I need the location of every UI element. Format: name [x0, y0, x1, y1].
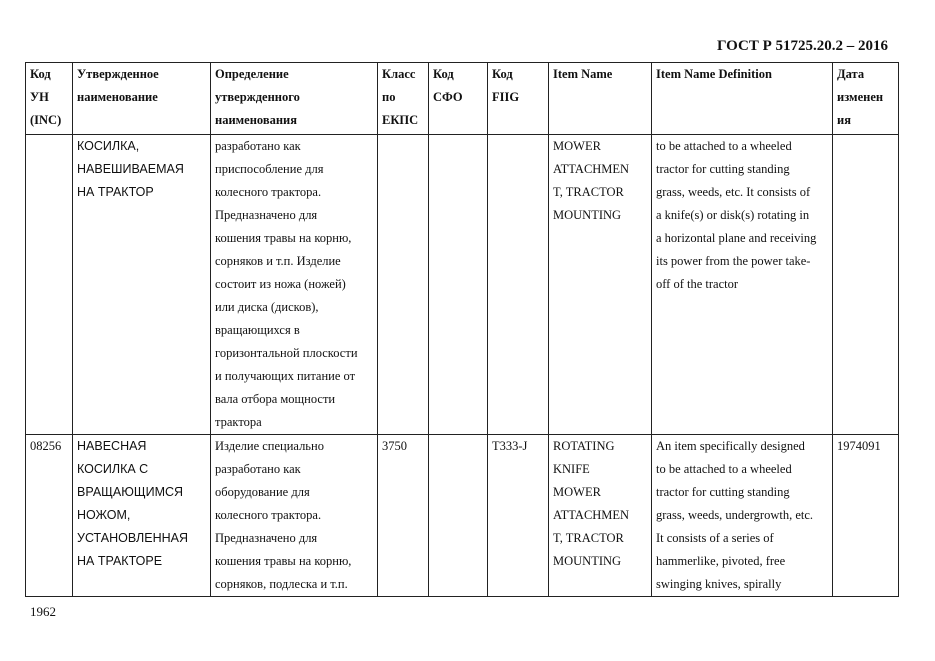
fiig-code-cell: [488, 135, 549, 435]
cell-line: НА ТРАКТОР: [77, 185, 154, 199]
approved-name-cell: [73, 135, 211, 435]
header-line: Класс: [382, 67, 416, 81]
cell-line: разработано как: [215, 139, 301, 153]
header-name-definition: [211, 63, 378, 135]
cell-line: MOUNTING: [553, 554, 622, 568]
header-line: Item Name Definition: [656, 67, 772, 81]
header-line: УН: [30, 90, 49, 104]
item-name-cell: [549, 135, 652, 435]
cell-line: кошения травы на корню,: [215, 231, 352, 245]
cell-line: T, TRACTOR: [553, 531, 624, 545]
header-inc-code: [26, 63, 73, 135]
header-line: Дата: [837, 67, 865, 81]
cell-line: a knife(s) or disk(s) rotating in: [656, 208, 810, 222]
cell-line: Изделие специально: [215, 439, 324, 453]
cell-line: колесного трактора.: [215, 185, 322, 199]
inc-code-cell: [26, 435, 73, 597]
document-id: ГОСТ Р 51725.20.2 – 2016: [716, 38, 888, 54]
cell-line: трактора: [215, 415, 262, 429]
table-header-row: [26, 63, 899, 135]
cell-line: MOWER: [553, 485, 601, 499]
cell-line: An item specifically designed: [656, 439, 805, 453]
cell-line: горизонтальной плоскости: [215, 346, 358, 360]
cell-line: НОЖОМ,: [77, 508, 131, 522]
item-definition-cell: [652, 435, 833, 597]
cell-line: разработано как: [215, 462, 301, 476]
cell-line: сорняков и т.п. Изделие: [215, 254, 341, 268]
cell-line: ATTACHMEN: [553, 162, 630, 176]
cell-text: 1974091: [837, 439, 881, 453]
fiig-code-cell: [488, 435, 549, 597]
header-line: наименования: [215, 113, 298, 127]
header-line: (INC): [30, 113, 62, 127]
cell-line: swinging knives, spirally: [656, 577, 782, 591]
cell-line: оборудование для: [215, 485, 310, 499]
cell-line: Предназначено для: [215, 208, 318, 222]
change-date-cell: [833, 135, 899, 435]
change-date-cell: [833, 435, 899, 597]
item-definition-cell: [652, 135, 833, 435]
cell-line: It consists of a series of: [656, 531, 774, 545]
header-line: Код: [30, 67, 51, 81]
cell-line: КОСИЛКА С: [77, 462, 149, 476]
cell-line: ATTACHMEN: [553, 508, 630, 522]
cell-text: 3750: [382, 439, 407, 453]
cell-line: KNIFE: [553, 462, 590, 476]
header-line: Утвержденное: [77, 67, 159, 81]
page-number: 1962: [30, 604, 56, 619]
table-row: [26, 435, 899, 597]
header-line: изменен: [837, 90, 884, 104]
header-item-name-definition: [652, 63, 833, 135]
header-line: ия: [837, 113, 851, 127]
header-change-date: [833, 63, 899, 135]
cell-line: НАВЕСНАЯ: [77, 439, 147, 453]
header-sfo-code: [429, 63, 488, 135]
cell-line: a horizontal plane and receiving: [656, 231, 817, 245]
cell-line: приспособление для: [215, 162, 324, 176]
cell-text: T333-J: [492, 439, 528, 453]
cell-line: КОСИЛКА,: [77, 139, 140, 153]
cell-line: its power from the power take-: [656, 254, 811, 268]
cell-line: tractor for cutting standing: [656, 162, 790, 176]
cell-line: ROTATING: [553, 439, 615, 453]
cell-line: MOUNTING: [553, 208, 622, 222]
header-line: утвержденного: [215, 90, 300, 104]
approved-name-cell: [73, 435, 211, 597]
cell-line: УСТАНОВЛЕННАЯ: [77, 531, 189, 545]
cell-line: и получающих питание от: [215, 369, 356, 383]
cell-line: MOWER: [553, 139, 601, 153]
header-line: по: [382, 90, 396, 104]
header-line: ЕКПС: [382, 113, 419, 127]
cell-line: НАВЕШИВАЕМАЯ: [77, 162, 184, 176]
cell-line: to be attached to a wheeled: [656, 462, 792, 476]
specification-table: [25, 62, 899, 597]
ekps-class-cell: [378, 135, 429, 435]
header-line: Определение: [215, 67, 289, 81]
cell-text: 08256: [30, 439, 62, 453]
cell-line: состоит из ножа (ножей): [215, 277, 346, 291]
cell-line: ВРАЩАЮЩИМСЯ: [77, 485, 184, 499]
cell-line: кошения травы на корню,: [215, 554, 352, 568]
cell-line: сорняков, подлеска и т.п.: [215, 577, 348, 591]
definition-cell: [211, 135, 378, 435]
sfo-code-cell: [429, 135, 488, 435]
sfo-code-cell: [429, 435, 488, 597]
inc-code-cell: [26, 135, 73, 435]
cell-line: вала отбора мощности: [215, 392, 336, 406]
cell-line: вращающихся в: [215, 323, 300, 337]
header-line: Код: [433, 67, 454, 81]
cell-line: hammerlike, pivoted, free: [656, 554, 786, 568]
cell-line: Предназначено для: [215, 531, 318, 545]
header-ekps-class: [378, 63, 429, 135]
cell-line: to be attached to a wheeled: [656, 139, 792, 153]
cell-line: или диска (дисков),: [215, 300, 319, 314]
definition-cell: [211, 435, 378, 597]
header-line: Код: [492, 67, 513, 81]
header-line: СФО: [433, 90, 463, 104]
cell-line: T, TRACTOR: [553, 185, 624, 199]
header-fiig-code: [488, 63, 549, 135]
item-name-cell: [549, 435, 652, 597]
header-line: наименование: [77, 90, 158, 104]
header-approved-name: [73, 63, 211, 135]
cell-line: колесного трактора.: [215, 508, 322, 522]
header-line: FIIG: [492, 90, 520, 104]
cell-line: off of the tractor: [656, 277, 739, 291]
table-row: [26, 135, 899, 435]
cell-line: tractor for cutting standing: [656, 485, 790, 499]
ekps-class-cell: [378, 435, 429, 597]
cell-line: grass, weeds, etc. It consists of: [656, 185, 811, 199]
cell-line: grass, weeds, undergrowth, etc.: [656, 508, 814, 522]
header-line: Item Name: [553, 67, 613, 81]
cell-line: НА ТРАКТОРЕ: [77, 554, 163, 568]
header-item-name: [549, 63, 652, 135]
